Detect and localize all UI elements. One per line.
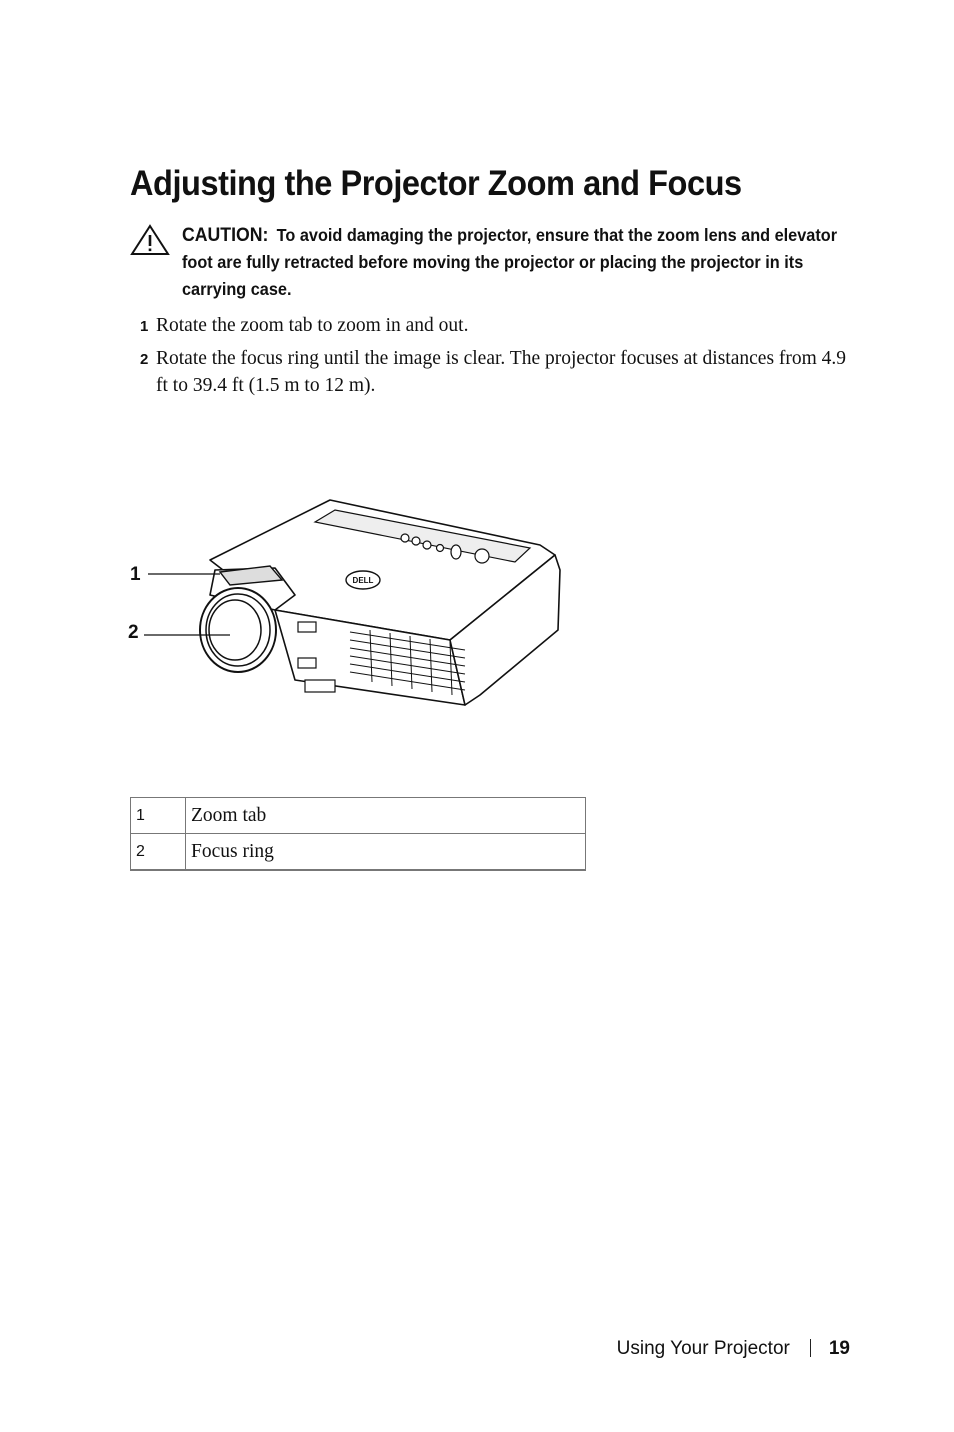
page-number: 19 <box>828 1338 850 1359</box>
table-row <box>131 798 586 834</box>
step-item <box>140 312 860 339</box>
legend-number: 2 <box>131 834 186 871</box>
callout-label: 2 <box>128 622 139 643</box>
control-button <box>475 549 489 563</box>
control-button <box>412 537 420 545</box>
legend-label: Zoom tab <box>186 798 586 834</box>
step-number: 2 <box>140 351 149 368</box>
step-number: 1 <box>140 318 149 335</box>
step-text: Rotate the zoom tab to zoom in and out. <box>156 315 469 336</box>
caution-text: To avoid damaging the projector, ensure that the zoom lens and elevator foot are fully retracted before moving the projector or placing the projector in its carrying case. <box>182 225 838 299</box>
page-footer <box>560 1338 850 1360</box>
control-button <box>401 534 409 542</box>
control-button <box>451 545 461 559</box>
callout-label: 1 <box>130 564 141 585</box>
footer-section: Using Your Projector <box>616 1338 790 1359</box>
footer-divider <box>810 1339 811 1357</box>
legend-table <box>130 797 586 871</box>
page-title: Adjusting the Projector Zoom and Focus <box>130 164 742 203</box>
projector-illustration <box>120 490 580 720</box>
step-item <box>140 345 860 399</box>
legend-label: Focus ring <box>186 834 586 871</box>
control-button <box>437 545 444 552</box>
focus-ring <box>200 588 276 672</box>
logo-text: DELL <box>352 576 374 585</box>
table-row <box>131 834 586 871</box>
warning-icon <box>130 224 170 256</box>
legend-number: 1 <box>131 798 186 834</box>
caution-label: CAUTION: <box>182 225 269 246</box>
control-button <box>423 541 431 549</box>
steps-list <box>140 312 860 405</box>
caution-note <box>130 222 850 303</box>
step-text: Rotate the focus ring until the image is clear. The projector focuses at distances from 4.9 ft to 39.4 ft (1.5 m to 12 m). <box>156 348 847 396</box>
